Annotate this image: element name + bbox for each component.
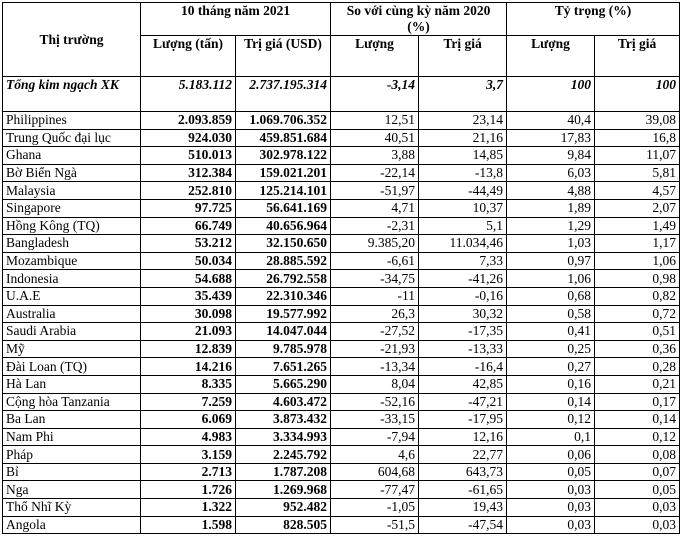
table-row [3, 499, 680, 517]
cell-qty-share: 4,88 [507, 182, 595, 200]
cell-value-change: -17,95 [419, 411, 507, 429]
cell-value-change: 22,77 [419, 446, 507, 464]
cell-qty: 6.069 [141, 411, 236, 429]
table-row [3, 252, 680, 270]
header-market: Thị trường [3, 3, 141, 77]
cell-qty: 3.159 [141, 446, 236, 464]
cell-value-share: 1,17 [595, 235, 680, 253]
cell-qty-share: 0,03 [507, 516, 595, 534]
cell-qty-share: 0,05 [507, 463, 595, 481]
cell-market: Australia [3, 305, 141, 323]
cell-qty-change: -22,14 [331, 164, 419, 182]
table-row [3, 235, 680, 253]
cell-qty: 1.598 [141, 516, 236, 534]
cell-value-share: 0,14 [595, 411, 680, 429]
cell-value-share: 1,49 [595, 217, 680, 235]
cell-value: 2.245.792 [236, 446, 331, 464]
cell-qty: 2.713 [141, 463, 236, 481]
table-row [3, 411, 680, 429]
cell-market: Angola [3, 516, 141, 534]
cell-market: Bangladesh [3, 235, 141, 253]
cell-value-share: 11,07 [595, 147, 680, 165]
cell-value: 1.787.208 [236, 463, 331, 481]
cell-market: Nam Phi [3, 428, 141, 446]
cell-value-share: 0,07 [595, 463, 680, 481]
table-row [3, 270, 680, 288]
cell-market: Ghana [3, 147, 141, 165]
table-row [3, 323, 680, 341]
cell-market: Đài Loan (TQ) [3, 358, 141, 376]
cell-qty-change: -77,47 [331, 481, 419, 499]
cell-qty-share: 1,89 [507, 199, 595, 217]
header-qty-share: Lượng [507, 36, 595, 77]
cell-qty: 14.216 [141, 358, 236, 376]
cell-qty-change: 9.385,20 [331, 235, 419, 253]
cell-qty-change: 3,88 [331, 147, 419, 165]
cell-value: 952.482 [236, 499, 331, 517]
cell-market: Mozambique [3, 252, 141, 270]
cell-qty-change: 40,51 [331, 129, 419, 147]
table-row [3, 199, 680, 217]
cell-qty-change: 4,71 [331, 199, 419, 217]
table-row [3, 375, 680, 393]
cell-value-change: 11.034,46 [419, 235, 507, 253]
cell-value-change: 7,33 [419, 252, 507, 270]
cell-value-change: -13,33 [419, 340, 507, 358]
cell-qty-share: 6,03 [507, 164, 595, 182]
cell-qty-change: -13,34 [331, 358, 419, 376]
cell-qty-change: 4,6 [331, 446, 419, 464]
cell-value-share: 0,82 [595, 287, 680, 305]
cell-value-change: 30,32 [419, 305, 507, 323]
cell-value-share: 39,08 [595, 112, 680, 130]
cell-qty: 30.098 [141, 305, 236, 323]
cell-qty: 252.810 [141, 182, 236, 200]
cell-qty: 66.749 [141, 217, 236, 235]
cell-market: Nga [3, 481, 141, 499]
cell-qty-change: -6,61 [331, 252, 419, 270]
cell-value: 26.792.558 [236, 270, 331, 288]
cell-qty-change: -51,5 [331, 516, 419, 534]
cell-value: 3.334.993 [236, 428, 331, 446]
cell-qty-change: 12,51 [331, 112, 419, 130]
cell-value-change: -44,49 [419, 182, 507, 200]
total-qty: 5.183.112 [141, 77, 236, 112]
cell-value-change: -0,16 [419, 287, 507, 305]
cell-qty-share: 0,1 [507, 428, 595, 446]
cell-qty: 54.688 [141, 270, 236, 288]
cell-value: 40.656.964 [236, 217, 331, 235]
cell-value-change: -17,35 [419, 323, 507, 341]
cell-value-share: 0,98 [595, 270, 680, 288]
table-row [3, 340, 680, 358]
cell-qty: 53.212 [141, 235, 236, 253]
cell-qty-share: 1,29 [507, 217, 595, 235]
cell-value-change: -16,4 [419, 358, 507, 376]
cell-market: Philippines [3, 112, 141, 130]
cell-qty-share: 0,14 [507, 393, 595, 411]
total-value-share: 100 [595, 77, 680, 112]
cell-market: Cộng hòa Tanzania [3, 393, 141, 411]
cell-qty: 4.983 [141, 428, 236, 446]
cell-value-share: 0,36 [595, 340, 680, 358]
cell-value-share: 0,28 [595, 358, 680, 376]
cell-qty-share: 0,68 [507, 287, 595, 305]
table-row [3, 287, 680, 305]
cell-value-share: 0,05 [595, 481, 680, 499]
cell-qty: 2.093.859 [141, 112, 236, 130]
cell-qty-change: 604,68 [331, 463, 419, 481]
cell-qty: 50.034 [141, 252, 236, 270]
cell-market: Trung Quốc đại lục [3, 129, 141, 147]
table-row [3, 182, 680, 200]
header-value-usd: Trị giá (USD) [236, 36, 331, 77]
cell-value: 9.785.978 [236, 340, 331, 358]
cell-value: 14.047.044 [236, 323, 331, 341]
cell-qty-share: 0,03 [507, 481, 595, 499]
cell-qty: 35.439 [141, 287, 236, 305]
cell-value-change: 10,37 [419, 199, 507, 217]
cell-value-share: 0,51 [595, 323, 680, 341]
cell-qty-share: 1,03 [507, 235, 595, 253]
table-row [3, 129, 680, 147]
cell-value-change: 12,16 [419, 428, 507, 446]
cell-qty: 21.093 [141, 323, 236, 341]
header-value-share: Trị giá [595, 36, 680, 77]
table-row [3, 305, 680, 323]
table-row [3, 358, 680, 376]
cell-qty-share: 0,03 [507, 499, 595, 517]
cell-value: 22.310.346 [236, 287, 331, 305]
cell-qty: 12.839 [141, 340, 236, 358]
cell-value-change: 14,85 [419, 147, 507, 165]
cell-value: 1.069.706.352 [236, 112, 331, 130]
cell-qty: 510.013 [141, 147, 236, 165]
cell-value-change: 5,1 [419, 217, 507, 235]
cell-value-change: 23,14 [419, 112, 507, 130]
table-row [3, 428, 680, 446]
table-row [3, 164, 680, 182]
cell-value-share: 1,06 [595, 252, 680, 270]
cell-qty-change: -34,75 [331, 270, 419, 288]
cell-qty-share: 17,83 [507, 129, 595, 147]
cell-market: Pháp [3, 446, 141, 464]
cell-value: 1.269.968 [236, 481, 331, 499]
cell-qty-share: 0,12 [507, 411, 595, 429]
cell-market: U.A.E [3, 287, 141, 305]
header-value-change: Trị giá [419, 36, 507, 77]
cell-value: 28.885.592 [236, 252, 331, 270]
cell-value-change: 643,73 [419, 463, 507, 481]
table-row [3, 446, 680, 464]
cell-market: Singapore [3, 199, 141, 217]
cell-value-change: -41,26 [419, 270, 507, 288]
header-period: 10 tháng năm 2021 [141, 3, 331, 36]
cell-qty-share: 0,16 [507, 375, 595, 393]
cell-value-change: -47,54 [419, 516, 507, 534]
cell-qty-share: 1,06 [507, 270, 595, 288]
cell-qty-change: -27,52 [331, 323, 419, 341]
table-row [3, 481, 680, 499]
cell-value-share: 0,12 [595, 428, 680, 446]
cell-value: 7.651.265 [236, 358, 331, 376]
table-row [3, 217, 680, 235]
cell-market: Thổ Nhĩ Kỳ [3, 499, 141, 517]
cell-market: Bờ Biển Ngà [3, 164, 141, 182]
cell-qty: 312.384 [141, 164, 236, 182]
cell-market: Bỉ [3, 463, 141, 481]
cell-value-share: 0,03 [595, 516, 680, 534]
cell-value-share: 4,57 [595, 182, 680, 200]
cell-market: Saudi Arabia [3, 323, 141, 341]
cell-value-share: 0,21 [595, 375, 680, 393]
cell-value: 459.851.684 [236, 129, 331, 147]
cell-value-change: -47,21 [419, 393, 507, 411]
total-qty-share: 100 [507, 77, 595, 112]
cell-value: 4.603.472 [236, 393, 331, 411]
cell-qty-change: -33,15 [331, 411, 419, 429]
cell-qty: 7.259 [141, 393, 236, 411]
cell-qty-share: 9,84 [507, 147, 595, 165]
cell-qty-change: -7,94 [331, 428, 419, 446]
cell-qty-change: 26,3 [331, 305, 419, 323]
table-row [3, 393, 680, 411]
total-value: 2.737.195.314 [236, 77, 331, 112]
cell-value-share: 0,03 [595, 499, 680, 517]
cell-value: 56.641.169 [236, 199, 331, 217]
cell-qty-change: -21,93 [331, 340, 419, 358]
cell-value-change: -61,65 [419, 481, 507, 499]
header-compare: So với cùng kỳ năm 2020 (%) [331, 3, 507, 36]
total-qty-change: -3,14 [331, 77, 419, 112]
cell-value-change: 19,43 [419, 499, 507, 517]
cell-value: 32.150.650 [236, 235, 331, 253]
cell-qty: 1.726 [141, 481, 236, 499]
cell-value-change: -13,8 [419, 164, 507, 182]
cell-qty-change: -51,97 [331, 182, 419, 200]
table-row [3, 147, 680, 165]
cell-qty-change: 8,04 [331, 375, 419, 393]
total-value-change: 3,7 [419, 77, 507, 112]
total-label: Tổng kim ngạch XK [3, 77, 141, 112]
cell-value-share: 0,72 [595, 305, 680, 323]
table-row [3, 516, 680, 534]
cell-value: 828.505 [236, 516, 331, 534]
total-row [3, 77, 680, 112]
cell-value-change: 21,16 [419, 129, 507, 147]
header-row-top [3, 3, 680, 36]
cell-value-share: 16,8 [595, 129, 680, 147]
header-qty-change: Lượng [331, 36, 419, 77]
cell-value: 19.577.992 [236, 305, 331, 323]
cell-qty-share: 0,58 [507, 305, 595, 323]
cell-qty: 8.335 [141, 375, 236, 393]
cell-qty: 97.725 [141, 199, 236, 217]
cell-qty-share: 0,97 [507, 252, 595, 270]
cell-value-share: 0,17 [595, 393, 680, 411]
header-share: Tỷ trọng (%) [507, 3, 680, 36]
cell-value: 125.214.101 [236, 182, 331, 200]
cell-qty-share: 0,25 [507, 340, 595, 358]
cell-value: 159.021.201 [236, 164, 331, 182]
table-row [3, 463, 680, 481]
cell-market: Ba Lan [3, 411, 141, 429]
cell-qty-change: -1,05 [331, 499, 419, 517]
cell-qty: 1.322 [141, 499, 236, 517]
cell-qty-share: 40,4 [507, 112, 595, 130]
cell-value-change: 42,85 [419, 375, 507, 393]
cell-value: 302.978.122 [236, 147, 331, 165]
cell-value-share: 0,08 [595, 446, 680, 464]
cell-qty: 924.030 [141, 129, 236, 147]
cell-market: Hà Lan [3, 375, 141, 393]
cell-qty-share: 0,27 [507, 358, 595, 376]
cell-qty-change: -52,16 [331, 393, 419, 411]
cell-market: Hồng Kông (TQ) [3, 217, 141, 235]
cell-qty-share: 0,41 [507, 323, 595, 341]
cell-market: Indonesia [3, 270, 141, 288]
header-qty-tons: Lượng (tấn) [141, 36, 236, 77]
cell-qty-change: -11 [331, 287, 419, 305]
table-row [3, 112, 680, 130]
cell-value: 3.873.432 [236, 411, 331, 429]
cell-qty-share: 0,06 [507, 446, 595, 464]
cell-market: Malaysia [3, 182, 141, 200]
cell-value-share: 5,81 [595, 164, 680, 182]
cell-market: Mỹ [3, 340, 141, 358]
cell-qty-change: -2,31 [331, 217, 419, 235]
export-market-table [2, 2, 680, 534]
cell-value-share: 2,07 [595, 199, 680, 217]
cell-value: 5.665.290 [236, 375, 331, 393]
